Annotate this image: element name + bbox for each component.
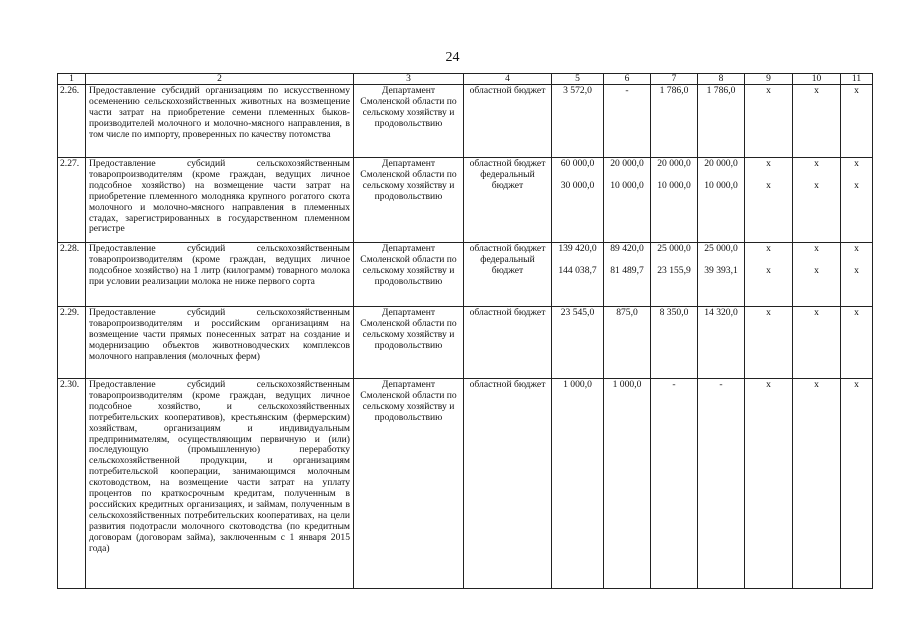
- indicator-cell: [841, 158, 873, 243]
- indicator-value: х: [766, 243, 771, 254]
- indicator-cell: х: [745, 379, 793, 589]
- amount-cell: 875,0: [604, 307, 651, 379]
- row-number: 2.29.: [58, 307, 86, 379]
- row-number: 2.28.: [58, 243, 86, 307]
- indicator-cell: [745, 158, 793, 243]
- indicator-value: х: [814, 264, 819, 276]
- column-number: 2: [86, 74, 354, 85]
- column-number: 6: [604, 74, 651, 85]
- subsidy-table: [57, 73, 873, 589]
- indicator-value: х: [814, 158, 819, 169]
- indicator-cell: [793, 243, 841, 307]
- funding-source: [464, 307, 552, 379]
- amount-cell: [698, 158, 745, 243]
- indicator-value: х: [814, 243, 819, 254]
- indicator-cell: х: [745, 85, 793, 158]
- indicator-cell: [841, 243, 873, 307]
- indicator-value: х: [766, 179, 771, 191]
- column-number: 8: [698, 74, 745, 85]
- indicator-value: х: [814, 179, 819, 191]
- amount-cell: 23 545,0: [552, 307, 604, 379]
- indicator-value: х: [766, 158, 771, 169]
- funding-source-item: областной бюджет: [469, 243, 546, 254]
- amount-value: 10 000,0: [610, 179, 644, 191]
- indicator-cell: х: [793, 379, 841, 589]
- measure-description: Предоставление субсидий сельскохозяйственным товаропроизводителям и российским организациям на возмещение части прямых понесенных затрат на создание и модернизацию объектов животноводческих комплексов молочного направления (молочных ферм): [86, 307, 354, 379]
- amount-value: 30 000,0: [560, 179, 595, 191]
- responsible-department: Департамент Смоленской области по сельскому хозяйству и продовольствию: [354, 379, 464, 589]
- indicator-cell: х: [793, 307, 841, 379]
- column-number: 7: [651, 74, 698, 85]
- indicator-value: х: [854, 179, 859, 191]
- amount-value: 20 000,0: [704, 158, 738, 169]
- amount-value: 60 000,0: [560, 158, 595, 169]
- funding-source-item: областной бюджет: [469, 85, 546, 96]
- row-number: 2.26.: [58, 85, 86, 158]
- amount-value: 89 420,0: [610, 243, 644, 254]
- indicator-cell: х: [745, 307, 793, 379]
- table-row: [58, 85, 873, 158]
- indicator-value: х: [854, 158, 859, 169]
- measure-description: Предоставление субсидий сельскохозяйственным товаропроизводителям (кроме граждан, ведущих личное подсобное хозяйство) на 1 литр (килограмм) товарного молока при условии реализации молока не ниже первого сорта: [86, 243, 354, 307]
- funding-source: [464, 243, 552, 307]
- funding-source-item: федеральный бюджет: [480, 253, 535, 276]
- amount-cell: [552, 158, 604, 243]
- amount-cell: 1 000,0: [604, 379, 651, 589]
- amount-value: 139 420,0: [558, 243, 597, 254]
- amount-cell: [604, 158, 651, 243]
- column-number: 3: [354, 74, 464, 85]
- column-number: 5: [552, 74, 604, 85]
- amount-cell: 3 572,0: [552, 85, 604, 158]
- measure-description: Предоставление субсидий сельскохозяйственным товаропроизводителям (кроме граждан, ведущих личное подсобное хозяйство) на возмещение части затрат на приобретение племенного молодняка крупного рогатого скота молочного и молочно-мясного направления в племенных стадах, зарегистрированных в государственном племенном регистре: [86, 158, 354, 243]
- responsible-department: Департамент Смоленской области по сельскому хозяйству и продовольствию: [354, 85, 464, 158]
- amount-cell: -: [604, 85, 651, 158]
- amount-value: 23 155,9: [657, 264, 691, 276]
- amount-cell: [552, 243, 604, 307]
- amount-cell: 1 786,0: [651, 85, 698, 158]
- funding-source-item: федеральный бюджет: [480, 168, 535, 191]
- amount-cell: 14 320,0: [698, 307, 745, 379]
- responsible-department: Департамент Смоленской области по сельскому хозяйству и продовольствию: [354, 307, 464, 379]
- amount-cell: 1 786,0: [698, 85, 745, 158]
- measure-description: Предоставление субсидий организациям по искусственному осеменению сельскохозяйственных животных на возмещение части затрат на приобретение семени племенных быков-производителей молочного и молочно-мясного направления, в том числе по импорту, проверенных по качеству потомства: [86, 85, 354, 158]
- amount-cell: 1 000,0: [552, 379, 604, 589]
- amount-value: 20 000,0: [610, 158, 644, 169]
- table-row: [58, 307, 873, 379]
- amount-cell: [698, 243, 745, 307]
- column-number: 4: [464, 74, 552, 85]
- page-number: 24: [445, 50, 460, 65]
- column-number: 11: [841, 74, 873, 85]
- amount-value: 10 000,0: [704, 179, 738, 191]
- column-number: 9: [745, 74, 793, 85]
- indicator-cell: [745, 243, 793, 307]
- column-number: 1: [58, 74, 86, 85]
- row-number: 2.30.: [58, 379, 86, 589]
- amount-value: 39 393,1: [704, 264, 738, 276]
- funding-source: [464, 85, 552, 158]
- responsible-department: Департамент Смоленской области по сельскому хозяйству и продовольствию: [354, 243, 464, 307]
- indicator-cell: х: [841, 85, 873, 158]
- funding-source: [464, 158, 552, 243]
- amount-value: 25 000,0: [657, 243, 691, 254]
- amount-cell: -: [651, 379, 698, 589]
- amount-cell: [651, 158, 698, 243]
- table-row: [58, 158, 873, 243]
- indicator-value: х: [854, 264, 859, 276]
- amount-value: 10 000,0: [657, 179, 691, 191]
- table-row: [58, 243, 873, 307]
- amount-cell: 8 350,0: [651, 307, 698, 379]
- amount-value: 144 038,7: [558, 264, 597, 276]
- table-row: [58, 379, 873, 589]
- funding-source-item: областной бюджет: [469, 158, 546, 169]
- indicator-cell: х: [841, 379, 873, 589]
- funding-source-item: областной бюджет: [469, 307, 546, 318]
- indicator-cell: х: [841, 307, 873, 379]
- amount-cell: -: [698, 379, 745, 589]
- amount-cell: [651, 243, 698, 307]
- column-numbers-row: [58, 74, 873, 85]
- funding-source: [464, 379, 552, 589]
- indicator-cell: х: [793, 85, 841, 158]
- funding-source-item: областной бюджет: [469, 379, 546, 390]
- indicator-value: х: [766, 264, 771, 276]
- amount-cell: [604, 243, 651, 307]
- amount-value: 81 489,7: [610, 264, 644, 276]
- indicator-cell: [793, 158, 841, 243]
- indicator-value: х: [854, 243, 859, 254]
- responsible-department: Департамент Смоленской области по сельскому хозяйству и продовольствию: [354, 158, 464, 243]
- row-number: 2.27.: [58, 158, 86, 243]
- amount-value: 20 000,0: [657, 158, 691, 169]
- measure-description: Предоставление субсидий сельскохозяйственным товаропроизводителям (кроме граждан, ведущих личное подсобное хозяйство, и сельскохозяйственных потребительских кооперативов), крестьянским (фермерским) хозяйствам, организациям и индивидуальным предпринимателям, осуществляющим первичную и (или) последующую (промышленную) переработку сельскохозяйственной продукции, и организациям потребительской кооперации, занимающимся молочным скотоводством, на возмещение части затрат на уплату процентов по краткосрочным кредитам, полученным в российских кредитных организациях, и займам, полученным в сельскохозяйственных потребительских кооперативах, на цели развития подотрасли молочного скотоводства (по кредитным договорам (договорам займа), заключенным с 1 января 2015 года): [86, 379, 354, 589]
- column-number: 10: [793, 74, 841, 85]
- amount-value: 25 000,0: [704, 243, 738, 254]
